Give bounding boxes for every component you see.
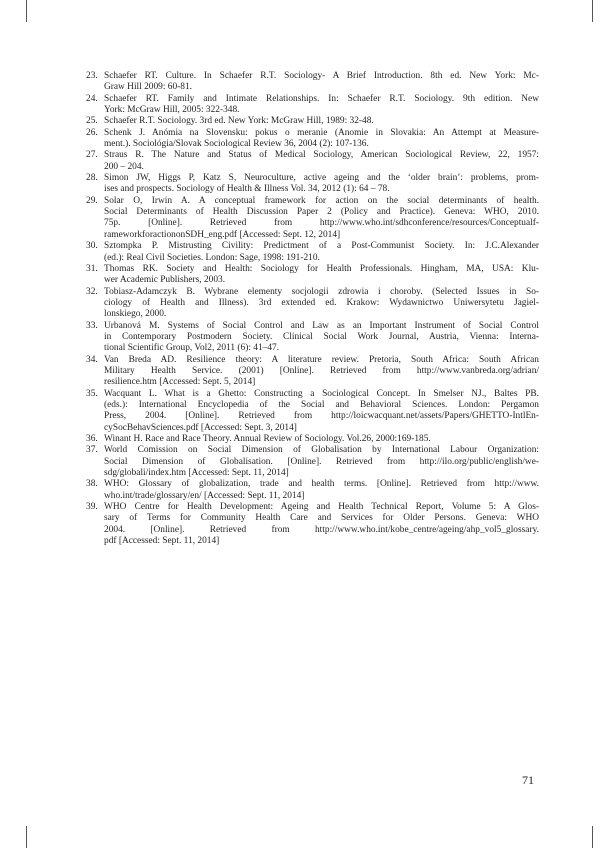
reference-text-line: Social Determinants of Health Discussion Paper 2 (Policy and Practice). Geneva: WHO, 2010. [104, 207, 539, 218]
reference-item [86, 389, 539, 434]
reference-text-line: tional Scientific Group, Vol2, 2011 (6): 41–47. [104, 343, 280, 354]
reference-item [86, 479, 539, 502]
reference-number: 36. [86, 434, 98, 444]
reference-text-line: Wacquant L. What is a Ghetto: Constructing a Sociological Concept. In Smelser NJ., Baltes PB. [104, 388, 539, 399]
reference-number: 37. [86, 445, 98, 456]
reference-item [86, 94, 539, 117]
reference-text-line: Winant H. Race and Race Theory. Annual Review of Sociology. Vol.26, 2000:169-185. [104, 434, 431, 444]
reference-number: 32. [86, 286, 98, 297]
reference-number: 35. [86, 388, 98, 399]
reference-text-line: ciology of Health and Illness). 3rd extended ed. Krakow: Wydawnictwo Uniwersytetu Jagiel- [104, 297, 539, 308]
reference-text-line: Military Health Service. (2001) [Online]. Retrieved from http://www.vanbreda.org/adrian/ [104, 365, 539, 376]
reference-text-line: Solar O, Irwin A. A conceptual framework for action on the social determinants of health. [104, 195, 539, 206]
reference-text-line: lonskiego, 2000. [104, 309, 167, 320]
reference-item [86, 128, 539, 151]
reference-number: 27. [86, 150, 98, 161]
reference-text-line: WHO Centre for Health Development: Ageing and Health Technical Report, Volume 5: A Glos- [104, 502, 539, 513]
reference-number: 38. [86, 479, 98, 490]
reference-item [86, 445, 539, 479]
reference-number: 24. [86, 93, 98, 104]
reference-text-line: 75p. [Online]. Retrieved from http://www.who.int/sdhconference/resources/Conceptualf- [104, 218, 539, 229]
page-number: 71 [522, 773, 534, 787]
reference-number: 31. [86, 263, 98, 274]
reference-item [86, 264, 539, 287]
reference-text-line: 200 – 204. [104, 161, 144, 172]
reference-item [86, 173, 539, 196]
reference-text-line: in Contemporary Postmodern Society. Clinical Social Work Journal, Austria, Vienna: Interna- [104, 331, 539, 342]
reference-number: 29. [86, 195, 98, 206]
reference-text-line: Schaefer RT. Family and Intimate Relationships. In: Schaefer R.T. Sociology. 9th edition. New [104, 93, 539, 104]
reference-item [86, 116, 539, 127]
reference-number: 23. [86, 71, 98, 81]
reference-text-line: ises and prospects. Sociology of Health & Illness Vol. 34, 2012 (1): 64 – 78. [104, 184, 390, 195]
reference-text-line: Sztompka P. Mistrusting Civility: Predictment of a Post-Communist Society. In: J.C.Alexander [104, 241, 539, 252]
reference-text-line: Social Dimension of Globalisation. [Online]. Retrieved from http://ilo.org/public/english/we- [104, 456, 539, 467]
reference-item [86, 196, 539, 241]
reference-text-line: Schaefer RT. Culture. In Schaefer R.T. Sociology- A Brief Introduction. 8th ed. New York: Mc- [104, 71, 539, 81]
reference-item [86, 502, 539, 547]
reference-text-line: York: McGraw Hill, 2005: 322-348. [104, 105, 240, 116]
reference-text-line: (ed.): Real Civil Societies. London: Sage, 1998: 191-210. [104, 252, 320, 263]
reference-item [86, 150, 539, 173]
reference-text-line: Thomas RK. Society and Health: Sociology for Health Professionals. Hingham, MA, USA: Klu- [104, 263, 539, 274]
reference-number: 25. [86, 116, 98, 127]
reference-number: 33. [86, 320, 98, 331]
reference-text-line: Simon JW, Higgs P, Katz S, Neuroculture, active ageing and the ‘older brain’: problems, prom- [104, 173, 539, 184]
reference-text-line: rameworkforactiononSDH_eng.pdf [Accessed: Sept. 12, 2014] [104, 229, 341, 240]
reference-text-line: Van Breda AD. Resilience theory: A literature review. Pretoria, South Africa: South African [104, 354, 539, 365]
reference-item [86, 321, 539, 355]
crop-mark-top-right [592, 0, 593, 22]
reference-item [86, 241, 539, 264]
reference-number: 39. [86, 502, 98, 513]
reference-text-line: Straus R. The Nature and Status of Medical Sociology, American Sociological Review, 22, 1957: [104, 150, 539, 161]
crop-mark-bottom-right [592, 826, 593, 848]
reference-text-line: Schaefer R.T. Sociology. 3rd ed. New York: McGraw Hill, 1989: 32-48. [104, 116, 374, 127]
reference-text-line: resilience.htm [Accessed: Sept. 5, 2014] [104, 377, 256, 388]
reference-list [86, 71, 539, 547]
reference-text-line: cySocBehavSciences.pdf [Accessed: Sept. 3, 2014] [104, 422, 297, 433]
reference-item [86, 355, 539, 389]
reference-text-line: (eds.): International Encyclopedia of the Social and Behavioral Sciences. London: Pergamon [104, 399, 539, 410]
reference-text-line: Tobiasz-Adamczyk B. Wybrane elementy socjologii zdrowia i choroby. (Selected Issues in So- [104, 286, 539, 297]
reference-text-line: 2004. [Online]. Retrieved from http://www.who.int/kobe_centre/ageing/ahp_vol5_glossary. [104, 524, 539, 535]
reference-text-line: wer Academic Publishers, 2003. [104, 275, 226, 286]
reference-text-line: sdg/globali/index.htm [Accessed: Sept. 11, 2014] [104, 468, 289, 479]
reference-text-line: ment.). Sociológia/Slovak Sociological Review 36, 2004 (2): 107-136. [104, 139, 369, 150]
crop-mark-bottom-left [26, 826, 27, 848]
reference-number: 34. [86, 354, 98, 365]
reference-item [86, 71, 539, 94]
reference-text-line: pdf [Accessed: Sept. 11, 2014] [104, 536, 220, 547]
reference-text-line: sary of Terms for Community Health Care and Services for Older Persons. Geneva: WHO [104, 513, 539, 524]
reference-item [86, 434, 539, 445]
reference-number: 28. [86, 173, 98, 184]
reference-text-line: Press, 2004. [Online]. Retrieved from http://loicwacquant.net/assets/Papers/GHETTO-IntlEn- [104, 411, 539, 422]
reference-number: 26. [86, 127, 98, 138]
reference-text-line: who.int/trade/glossary/en/ [Accessed: Sept. 11, 2014] [104, 490, 305, 501]
crop-mark-top-left [26, 0, 27, 22]
reference-text-line: Graw Hill 2009: 60-81. [104, 82, 193, 93]
reference-text-line: Schenk J. Anómia na Slovensku: pokus o meranie (Anomie in Slovakia: An Attempt at Measure- [104, 127, 539, 138]
reference-text-line: World Comission on Social Dimension of Globalisation by International Labour Organization: [104, 445, 539, 456]
reference-number: 30. [86, 241, 98, 252]
reference-item [86, 287, 539, 321]
reference-text-line: WHO: Glossary of globalization, trade and health terms. [Online]. Retrieved from http://www. [104, 479, 539, 490]
reference-text-line: Urbanová M. Systems of Social Control and Law as an Important Instrument of Social Control [104, 320, 539, 331]
